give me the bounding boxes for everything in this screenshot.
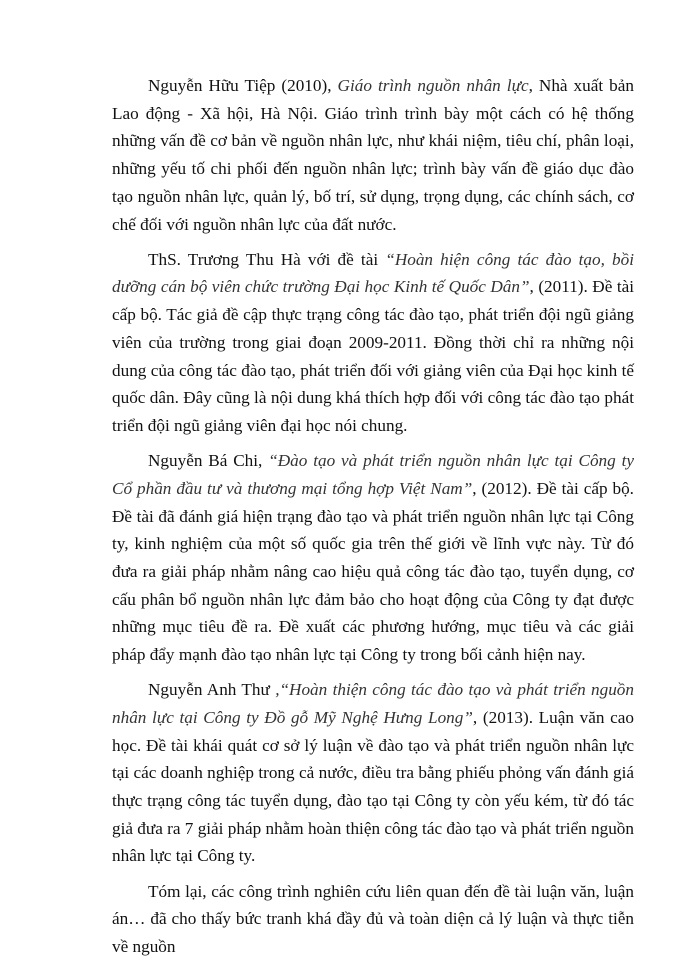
paragraph-nguyen-anh-thu [112, 676, 634, 870]
work-title: “Hoàn hiện công tác đào tạo, bồi dưỡng cán bộ viên chức trường Đại học Kinh tế Quốc Dân” [112, 249, 634, 297]
paragraph-body: , (2011). Đề tài cấp bộ. Tác giả đề cập thực trạng công tác đào tạo, phát triển đội ngũ giảng viên của trường trong giai đoạn 2009-2011. Đồng thời chỉ ra những nội dung của công tác đào tạo, phát triển đối với giảng viên của Đại học kinh tế quốc dân. Đây cũng là nội dung khá thích hợp đối với công tác đào tạo phát triển đội ngũ giảng viên đại học nói chung. [112, 277, 635, 435]
paragraph-nguyen-huu-tiep [112, 72, 634, 238]
work-title: Giáo trình nguồn nhân lực [337, 76, 529, 95]
author-citation: ThS. Trương Thu Hà với đề tài [148, 249, 386, 269]
work-title: ,“Hoàn thiện công tác đào tạo và phát triển nguồn nhân lực tại Công ty Đồ gỗ Mỹ Nghệ Hưng Long” [112, 680, 634, 727]
paragraph-body: , (2013). Luận văn cao học. Đề tài khái quát cơ sở lý luận về đào tạo và phát triển nguồn nhân lực tại các doanh nghiệp trong cả nước, điều tra bằng phiếu phỏng vấn đánh giá thực trạng công tác tuyển dụng, đào tạo tại Công ty còn yếu kém, từ đó tác giả đưa ra 7 giải pháp nhằm hoàn thiện công tác đào tạo và phát triển nguồn nhân lực tại Công ty. [112, 707, 634, 866]
paragraph-body: Tóm lại, các công trình nghiên cứu liên quan đến đề tài luận văn, luận án… đã cho thấy bức tranh khá đầy đủ và toàn diện cả lý luận và thực tiễn về nguồn [112, 881, 634, 957]
paragraph-nguyen-ba-chi [112, 447, 634, 669]
paragraph-summary [112, 878, 634, 961]
author-citation: Nguyễn Hữu Tiệp (2010), [148, 76, 338, 95]
document-page [112, 72, 634, 968]
work-title: “Đào tạo và phát triển nguồn nhân lực tại Công ty Cổ phần đầu tư và thương mại tổng hợp Việt Nam” [112, 451, 635, 498]
author-citation: Nguyễn Anh Thư [148, 680, 276, 700]
paragraph-truong-thu-ha [112, 246, 634, 440]
paragraph-body: , Nhà xuất bản Lao động - Xã hội, Hà Nội. Giáo trình trình bày một cách có hệ thống những vấn đề cơ bản về nguồn nhân lực, như khái niệm, tiêu chí, phân loại, những yếu tố chi phối đến nguồn nhân lực; trình bày vấn đề giáo dục đào tạo nguồn nhân lực, quản lý, bố trí, sử dụng, trọng dụng, các chính sách, cơ chế đối với nguồn nhân lực của đất nước. [112, 76, 634, 234]
author-citation: Nguyễn Bá Chi, [148, 451, 269, 471]
paragraph-body: , (2012). Đề tài cấp bộ. Đề tài đã đánh giá hiện trạng đào tạo và phát triển nguồn nhân lực tại Công ty, kinh nghiệm của một số quốc gia trên thế giới về lĩnh vực này. Từ đó đưa ra giải pháp nhằm nâng cao hiệu quả công tác đào tạo, tuyển dụng, cơ cấu phân bổ nguồn nhân lực đảm bảo cho hoạt động của Công ty đạt được những mục tiêu đề ra. Đề xuất các phương hướng, mục tiêu và các giải pháp đẩy mạnh đào tạo nhân lực tại Công ty trong bối cảnh hiện nay. [112, 478, 634, 665]
